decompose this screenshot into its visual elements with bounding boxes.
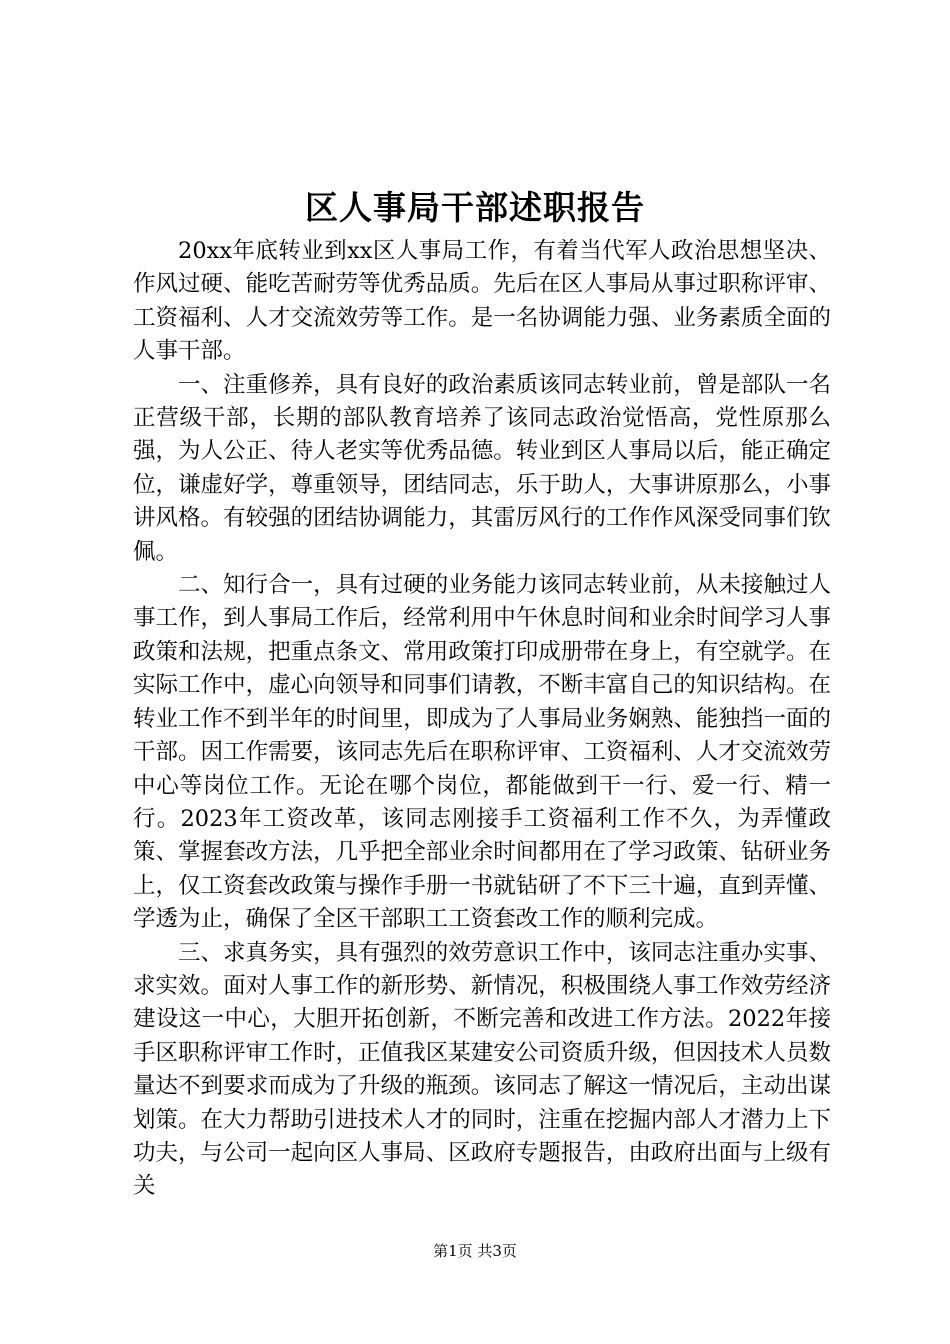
- document-title: 区人事局干部述职报告: [305, 188, 645, 227]
- paragraph-section-1: 一、注重修养，具有良好的政治素质该同志转业前，曾是部队一名正营级干部，长期的部队教育培养了该同志政治觉悟高，党性原那么强，为人公正、待人老实等优秀品德。转业到区人事局以后，能正确定位，谦虚好学，尊重领导，团结同志，乐于助人，大事讲原那么，小事讲风格。有较强的团结协调能力，其雷厉风行的工作作风深受同事们钦佩。: [133, 371, 831, 565]
- document-body: [133, 235, 831, 1204]
- page-footer: 第1页 共3页: [433, 1242, 517, 1260]
- paragraph-section-3: 三、求真务实，具有强烈的效劳意识工作中，该同志注重办实事、求实效。面对人事工作的新形势、新情况，积极围绕人事工作效劳经济建设这一中心，大胆开拓创新，不断完善和改进工作方法。2022年接手区职称评审工作时，正值我区某建安公司资质升级，但因技术人员数量达不到要求而成为了升级的瓶颈。该同志了解这一情况后，主动出谋划策。在大力帮助引进技术人才的同时，注重在挖掘内部人才潜力上下功夫，与公司一起向区人事局、区政府专题报告，由政府出面与上级有关: [133, 939, 831, 1200]
- paragraph-section-2: 二、知行合一，具有过硬的业务能力该同志转业前，从未接触过人事工作，到人事局工作后，经常利用中午休息时间和业余时间学习人事政策和法规，把重点条文、常用政策打印成册带在身上，有空就学。在实际工作中，虚心向领导和同事们请教，不断丰富自己的知识结构。在转业工作不到半年的时间里，即成为了人事局业务娴熟、能独挡一面的干部。因工作需要，该同志先后在职称评审、工资福利、人才交流效劳中心等岗位工作。无论在哪个岗位，都能做到干一行、爱一行、精一行。2023年工资改革，该同志刚接手工资福利工作不久，为弄懂政策、掌握套改方法，几乎把全部业余时间都用在了学习政策、钻研业务上，仅工资套改政策与操作手册一书就钻研了不下三十遍，直到弄懂、学透为止，确保了全区干部职工工资套改工作的顺利完成。: [133, 572, 831, 933]
- paragraph-intro: 20xx年底转业到xx区人事局工作，有着当代军人政治思想坚决、作风过硬、能吃苦耐劳等优秀品质。先后在区人事局从事过职称评审、工资福利、人才交流效劳等工作。是一名协调能力强、业务素质全面的人事干部。: [133, 238, 831, 365]
